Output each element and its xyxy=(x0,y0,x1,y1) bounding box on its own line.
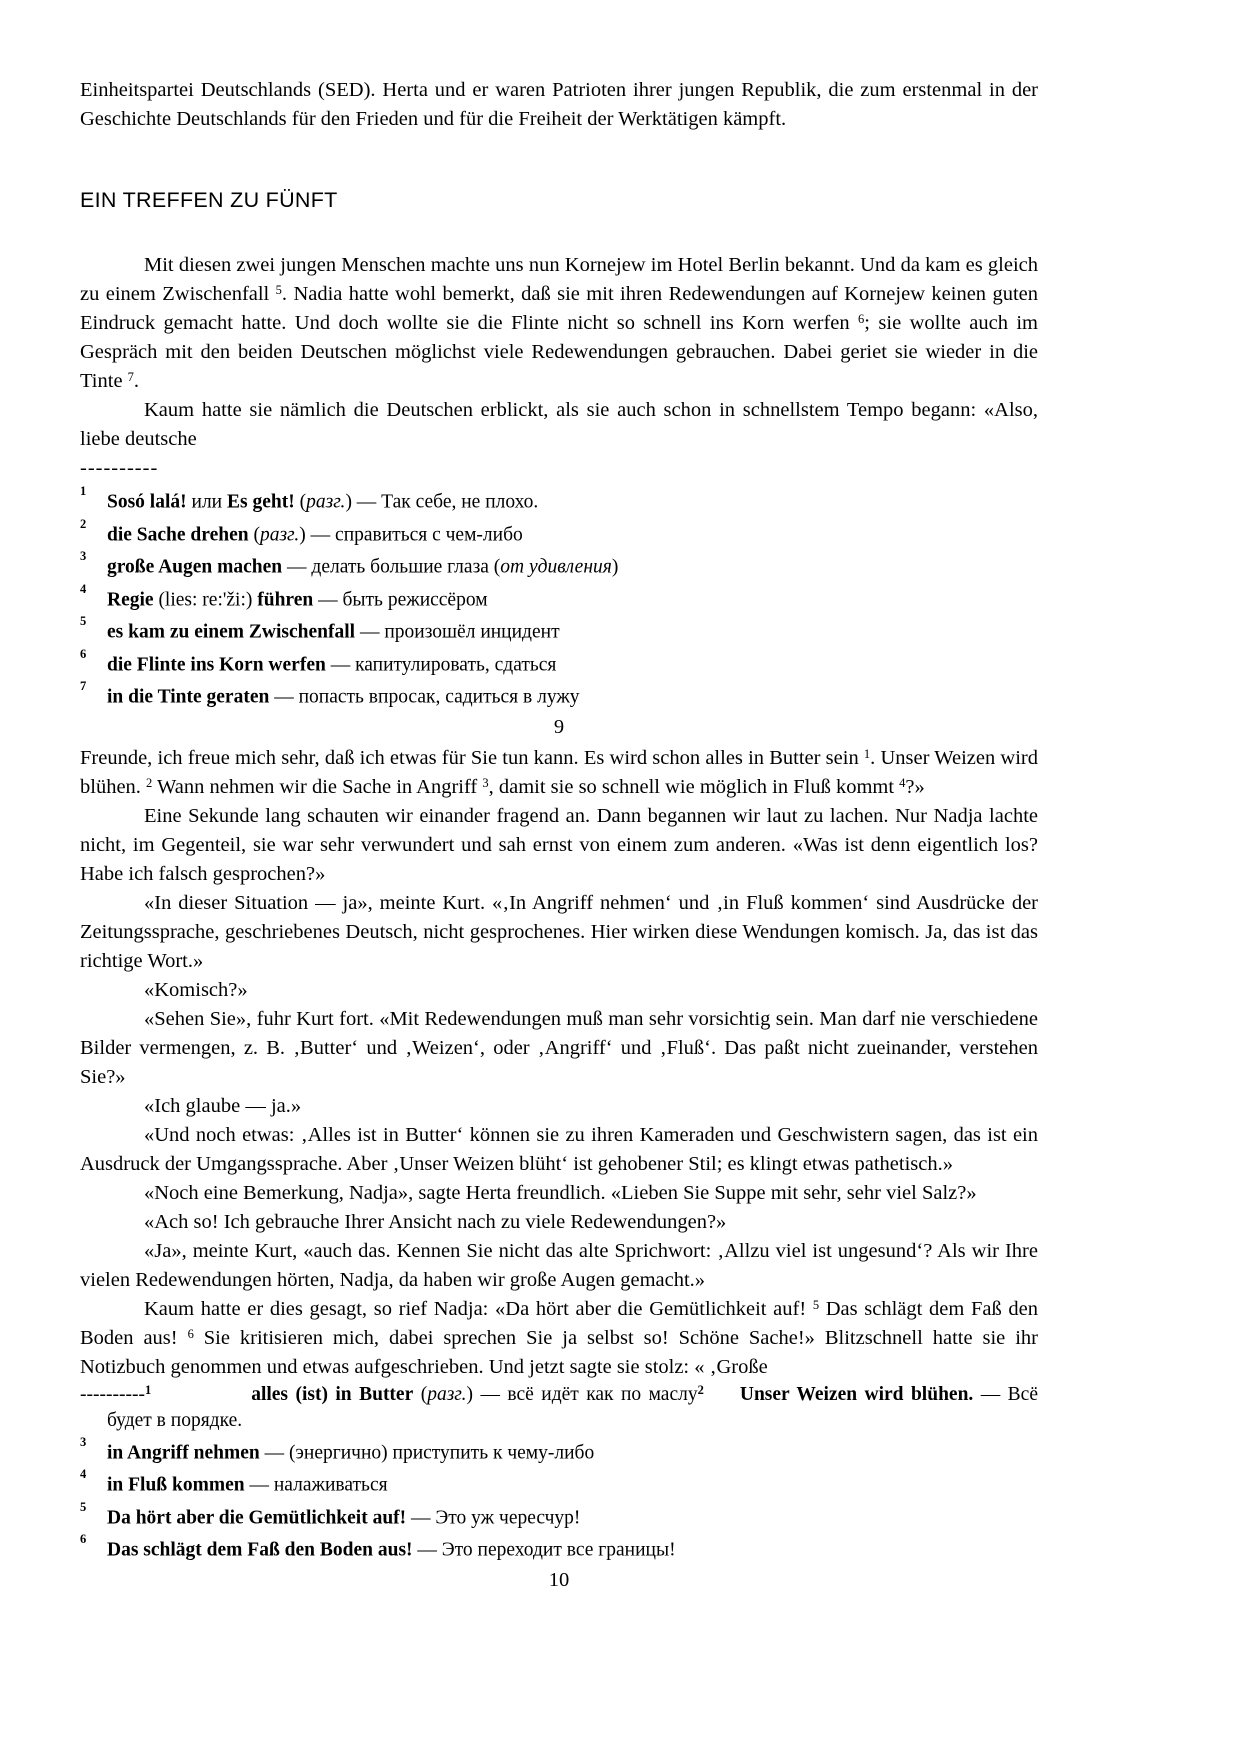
text-run: Das schlägt dem Faß den Boden aus! xyxy=(107,1539,413,1561)
footnote-ref: 6 xyxy=(858,312,865,326)
footnote-text xyxy=(107,557,618,578)
footnote-text xyxy=(107,589,488,610)
text-run: es kam zu einem Zwischenfall xyxy=(107,621,356,643)
footnote-marker: 6 xyxy=(80,1532,87,1546)
text-run: führen xyxy=(257,589,314,610)
footnote-marker: 2 xyxy=(80,516,87,531)
text-run: или xyxy=(186,491,227,513)
text-run: — налаживаться xyxy=(244,1474,388,1496)
text-run: die Sache drehen xyxy=(107,524,249,545)
paragraph xyxy=(80,251,1038,396)
footnote-marker: 4 xyxy=(80,581,87,596)
page-content xyxy=(80,76,1038,1595)
text-run: Freunde, ich freue mich sehr, daß ich etwas für Sie tun kann. Es wird schon alles in Butter sein xyxy=(80,746,864,769)
text-run: — делать большие глаза ( xyxy=(282,556,501,578)
paragraph xyxy=(80,1237,1038,1295)
text-run: ) — всё идёт как по маслу xyxy=(466,1383,698,1405)
footnote-text xyxy=(107,654,556,675)
footnote-text xyxy=(107,1442,594,1463)
text-run: ( xyxy=(413,1383,428,1405)
text-run: , damit sie so schnell wie möglich in Fluß kommt xyxy=(488,775,900,798)
footnote-ref: 5 xyxy=(812,1297,820,1312)
text-run: Es geht! xyxy=(227,491,295,513)
text-run: — быть режиссёром xyxy=(313,589,488,610)
footnote xyxy=(80,646,1038,679)
text-run: . Nadia hatte wohl bemerkt, daß sie mit ihren Redewendungen auf Kornejew keinen guten Eindruck gemacht hatte. Und doch wollte sie die Flinte nicht so schnell ins Korn werfen xyxy=(80,283,1038,334)
footnote-ref: 2 xyxy=(697,1382,704,1397)
footnote-marker: 1 xyxy=(80,484,87,498)
page-number: 10 xyxy=(548,1568,570,1591)
footnote-text xyxy=(107,1475,388,1496)
text-run: — (энергично) приступить к чему-либо xyxy=(259,1442,595,1463)
text-run: — Это переходит все границы! xyxy=(412,1539,676,1561)
footnote-marker: 4 xyxy=(80,1467,87,1481)
text-run: Eine Sekunde lang schauten wir einander fragend an. Dann begannen wir laut zu lachen. Nur Nadja lachte nicht, im Gegenteil, sie war sehr verwundert und sah ernst von einem zum anderen. «Was ist denn eigentlich los? Habe ich falsch gesprochen?» xyxy=(80,804,1038,885)
footnote xyxy=(80,548,1038,581)
footnote xyxy=(80,516,1038,549)
text-run: Regie xyxy=(107,589,154,610)
text-run: große Augen machen xyxy=(107,556,283,578)
footnote xyxy=(80,581,1038,614)
text-run: «Komisch?» xyxy=(144,978,248,1001)
text-run: «In dieser Situation — ja», meinte Kurt. «‚In Angriff nehmen‘ und ‚in Fluß kommen‘ sind Ausdrücke der Zeitungssprache, geschriebenes Deutsch, nicht gesprochenes. Hier wirken diese Wendungen komisch. Ja, das ist das richtige Wort.» xyxy=(80,891,1038,972)
text-run: Unser Weizen wird blühen. xyxy=(739,1383,974,1405)
footnote-text xyxy=(107,492,538,513)
text-run: «Noch eine Bemerkung, Nadja», sagte Herta freundlich. «Lieben Sie Suppe mit sehr, sehr viel Salz?» xyxy=(144,1181,977,1204)
footnote-text xyxy=(107,622,560,643)
text-run: от удивления xyxy=(500,556,612,578)
text-run: Kaum hatte er dies gesagt, so rief Nadja: «Da hört aber die Gemütlichkeit auf! xyxy=(144,1297,813,1320)
footnote-marker: 3 xyxy=(80,1434,87,1449)
text-run: in Angriff nehmen xyxy=(107,1442,260,1463)
paragraph xyxy=(80,802,1038,889)
text-run: разг. xyxy=(259,524,300,545)
text-run: «Und noch etwas: ‚Alles ist in Butter‘ können sie zu ihren Kameraden und Geschwistern sagen, das ist ein Ausdruck der Umgangssprache. Aber ‚Unser Weizen blüht‘ ist gehobener Stil; es klingt etwas pathetisch.» xyxy=(80,1123,1038,1175)
text-run: «Ach so! Ich gebrauche Ihrer Ansicht nach zu viele Redewendungen?» xyxy=(144,1210,727,1233)
text-run: Einheitspartei Deutschlands (SED). Herta und er waren Patrioten ihrer jungen Republik, die zum erstenmal in der Geschichte Deutschlands für den Frieden und für die Freiheit der Werktätigen kämpft. xyxy=(80,79,1038,130)
footnote xyxy=(80,1466,1038,1499)
paragraph xyxy=(80,1295,1038,1382)
text-run: ( xyxy=(248,524,260,545)
footnote-ref: 1 xyxy=(144,1382,152,1397)
text-run: «Ja», meinte Kurt, «auch das. Kennen Sie nicht das alte Sprichwort: ‚Allzu viel ist ungesund‘? Als wir Ihre vielen Redewendungen hörten, Nadja, da haben wir große Augen gemacht.» xyxy=(80,1239,1038,1291)
footnote xyxy=(80,1531,1038,1564)
page-number: 9 xyxy=(553,715,565,738)
footnote-ref: 1 xyxy=(863,746,871,761)
section-heading: EIN TREFFEN ZU FÜNFT xyxy=(80,188,338,212)
footnote-marker: 5 xyxy=(80,614,87,628)
text-run: ?» xyxy=(905,775,925,798)
paragraph xyxy=(80,889,1038,976)
text-run: ) — справиться с чем-либо xyxy=(299,524,523,545)
footnote-ref: 7 xyxy=(127,370,134,384)
text-run: Das schlägt dem Faß den Boden aus! xyxy=(80,1297,1038,1349)
footnote-ref: 6 xyxy=(187,1326,194,1341)
text-run: ) — Так себе, не плохо. xyxy=(345,491,539,513)
footnote xyxy=(80,678,1038,711)
footnote-ref: 5 xyxy=(275,283,282,297)
text-run: Sie kritisieren mich, dabei sprechen Sie ja selbst so! Schöne Sache!» Blitzschnell hatte sie ihr Notizbuch genommen und etwas aufgeschrieben. Und jetzt sagte sie stolz: « ‚Große xyxy=(80,1326,1038,1378)
footnote-separator: ---------- xyxy=(80,457,159,479)
text-run: in die Tinte geraten xyxy=(107,686,270,708)
footnote-ref: 2 xyxy=(146,775,153,790)
footnote-text xyxy=(107,1540,676,1561)
paragraph xyxy=(80,1005,1038,1092)
footnote-text xyxy=(107,1507,580,1528)
paragraph xyxy=(80,396,1038,454)
footnote-marker: 6 xyxy=(80,646,87,661)
footnote-combined xyxy=(80,1382,1038,1434)
text-run: — капитулировать, сдаться xyxy=(325,654,557,675)
paragraph xyxy=(80,1179,1038,1208)
footnote-text xyxy=(107,687,580,708)
text-run: ---------- xyxy=(80,1383,145,1405)
text-run: Kaum hatte sie nämlich die Deutschen erblickt, als sie auch schon in schnellstem Tempo begann: «Also, liebe deutsche xyxy=(80,399,1038,450)
paragraph xyxy=(80,1208,1038,1237)
text-run: «Ich glaube — ja.» xyxy=(144,1094,302,1117)
footnote-marker: 5 xyxy=(80,1499,87,1514)
text-run: Sosó lalá! xyxy=(107,491,187,513)
text-run: Wann nehmen wir die Sache in Angriff xyxy=(152,775,483,798)
text-run: die Flinte ins Korn werfen xyxy=(107,654,326,675)
paragraph xyxy=(80,1121,1038,1179)
text-run: «Sehen Sie», fuhr Kurt fort. «Mit Redewendungen muß man sehr vorsichtig sein. Man darf nie verschiedene Bilder vermengen, z. B. ‚Butter‘ und ‚Weizen‘, oder ‚Angriff‘ und ‚Fluß‘. Das paßt nicht zueinander, verstehen Sie?» xyxy=(80,1007,1038,1088)
text-run: — Всё будет в порядке. xyxy=(107,1383,1038,1431)
text-run: (lies: re:'ži:) xyxy=(153,589,258,610)
text-run: ) xyxy=(611,556,619,578)
paragraph xyxy=(80,1092,1038,1121)
text-run: разг. xyxy=(306,491,346,513)
footnote xyxy=(80,1499,1038,1532)
footnote-marker: 3 xyxy=(80,549,87,563)
text-run: . xyxy=(133,370,140,392)
footnote-marker: 7 xyxy=(80,679,87,693)
footnote-text xyxy=(107,524,523,545)
text-run: Da hört aber die Gemütlichkeit auf! xyxy=(107,1507,407,1528)
footnote xyxy=(80,613,1038,646)
text-run: разг. xyxy=(427,1383,467,1405)
text-run: — Это уж чересчур! xyxy=(406,1507,581,1528)
text-run: — попасть впросак, садиться в лужу xyxy=(269,686,580,708)
paragraph xyxy=(80,976,1038,1005)
text-run: alles (ist) in Butter xyxy=(251,1383,414,1405)
paragraph xyxy=(80,744,1038,802)
footnote-ref: 4 xyxy=(899,775,906,790)
text-run: in Fluß kommen xyxy=(107,1474,245,1496)
text-run: . Unser Weizen wird blühen. xyxy=(80,746,1038,798)
paragraph xyxy=(80,76,1038,134)
text-run: ; sie wollte auch im Gespräch mit den beiden Deutschen möglichst viele Redewendungen gebrauchen. Dabei geriet sie wieder in die Tinte xyxy=(80,312,1038,392)
footnote-ref: 3 xyxy=(482,775,489,790)
text-run: ( xyxy=(294,491,307,513)
footnote xyxy=(80,1434,1038,1467)
footnote xyxy=(80,483,1038,516)
text-run: Mit diesen zwei jungen Menschen machte uns nun Kornejew im Hotel Berlin bekannt. Und da kam es gleich zu einem Zwischenfall xyxy=(80,254,1038,305)
text-run: — произошёл инцидент xyxy=(355,621,560,643)
